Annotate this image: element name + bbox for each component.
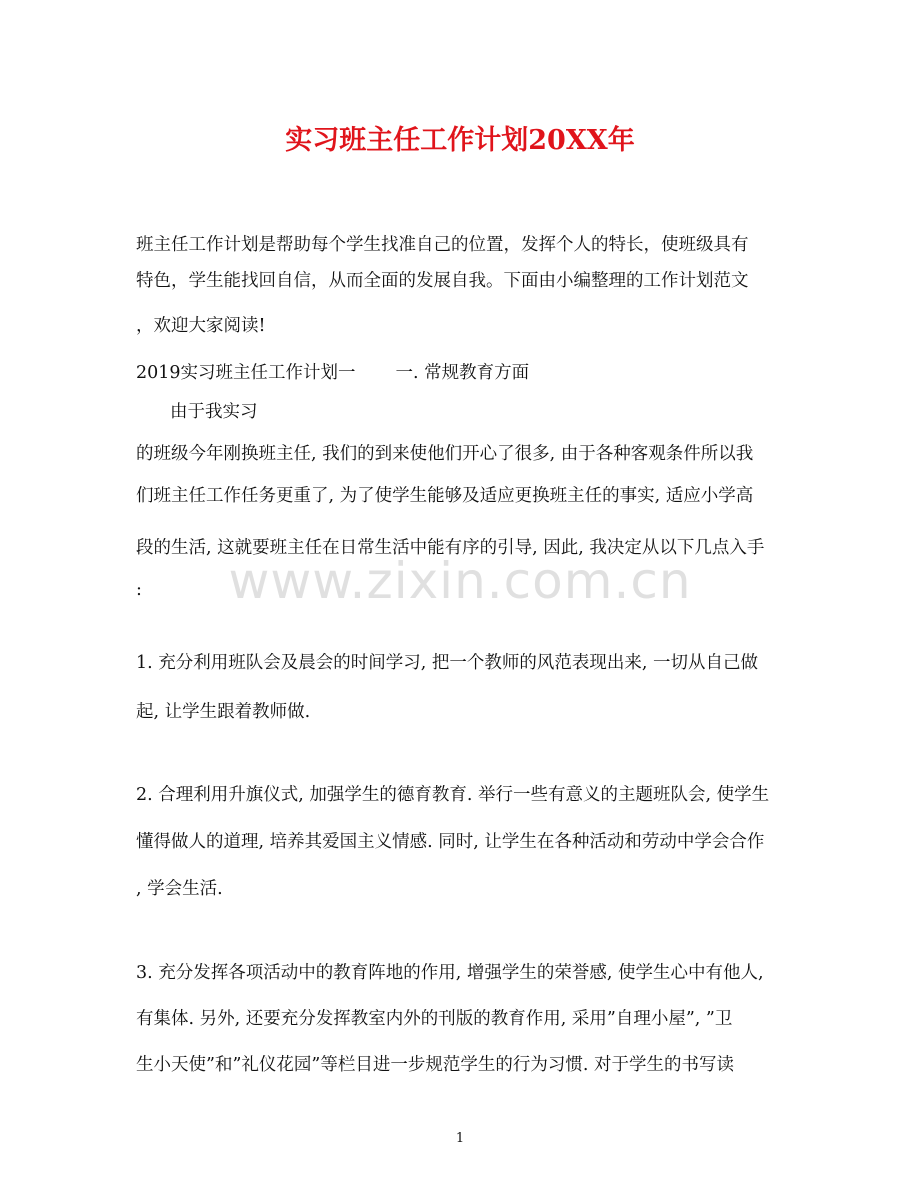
body-line-5: : xyxy=(136,580,142,600)
plan-heading-line xyxy=(136,365,529,383)
page-number: 1 xyxy=(455,1131,465,1146)
body-line-2: 的班级今年刚换班主任, 我们的到来使他们开心了很多, 由于各种客观条件所以我 xyxy=(136,444,754,464)
plan-heading: 2019实习班主任工作计划一 xyxy=(136,363,356,383)
body-line-1: 由于我实习 xyxy=(170,402,258,422)
body-line-3: 们班主任工作任务更重了, 为了使学生能够及适应更换班主任的事实, 适应小学高 xyxy=(136,486,754,506)
item2-line-1: 2. 合理利用升旗仪式, 加强学生的德育教育. 举行一些有意义的主题班队会, 使学生 xyxy=(136,785,770,805)
item1-line-2: 起, 让学生跟着教师做. xyxy=(136,702,311,722)
item3-line-3: 生小天使”和”礼仪花园”等栏目进一步规范学生的行为习惯. 对于学生的书写读 xyxy=(136,1055,734,1075)
intro-line-1: 班主任工作计划是帮助每个学生找准自己的位置，发挥个人的特长，使班级具有 xyxy=(136,235,749,255)
section-heading: 一. 常规教育方面 xyxy=(395,363,530,383)
page-title: 实习班主任工作计划20XX年 xyxy=(285,125,635,156)
body-line-4: 段的生活, 这就要班主任在日常生活中能有序的引导, 因此, 我决定从以下几点入手 xyxy=(136,538,765,558)
item2-line-2: 懂得做人的道理, 培养其爱国主义情感. 同时, 让学生在各种活动和劳动中学会合作 xyxy=(136,832,765,852)
intro-line-3: ，欢迎大家阅读! xyxy=(136,316,266,336)
item3-line-1: 3. 充分发挥各项活动中的教育阵地的作用, 增强学生的荣誉感, 使学生心中有他人, xyxy=(136,963,764,983)
intro-line-2: 特色，学生能找回自信，从而全面的发展自我。下面由小编整理的工作计划范文 xyxy=(136,271,749,291)
item2-line-3: , 学会生活. xyxy=(136,879,223,899)
item3-line-2: 有集体. 另外, 还要充分发挥教室内外的刊版的教育作用, 采用”自理小屋”, ”卫 xyxy=(136,1009,733,1029)
item1-line-1: 1. 充分利用班队会及晨会的时间学习, 把一个教师的风范表现出来, 一切从自己做 xyxy=(136,653,759,673)
watermark: www.zixin.com.cn xyxy=(228,552,692,610)
